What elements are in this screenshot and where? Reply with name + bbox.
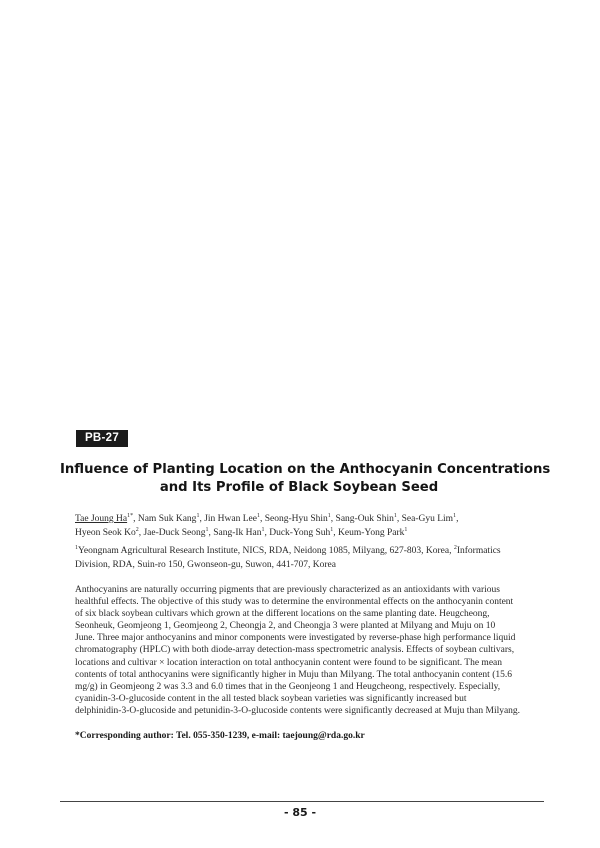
author-name: Sang-Ouk Shin: [335, 514, 394, 524]
abstract-line: locations and cultivar × location interaction on total anthocyanin content were found to be significant. The mean: [75, 657, 503, 668]
corresponding-author: *Corresponding author: Tel. 055-350-1239, e-mail: taejoung@rda.go.kr: [75, 731, 365, 741]
affiliations: [75, 545, 535, 572]
title-line-2: and Its Profile of Black Soybean Seed: [159, 480, 439, 495]
author-line-2: Hyeon Seok Ko$^2$, Jae-Duck Seong$^1$, Sang-Ik Han$^1$, Duck-Yong Suh$^1$, Keum-Yong Park$^1$: [75, 527, 408, 538]
author-sup: 1*: [127, 513, 134, 519]
author-sup: 1: [196, 513, 200, 519]
page-number: - 85 -: [283, 806, 317, 819]
author-name: Nam Suk Kang: [137, 514, 197, 524]
author-line-1: Tae Joung $Ha^{1*}$, Nam Suk Kang$^1$, Jin Hwan Lee$^1$, Seong-Hyu Shin$^1$, Sang-Ouk Shin$^1$, Sea-Gyu Lim$^1$,: [75, 513, 459, 524]
affiliation-text: Informatics: [456, 546, 501, 556]
author-name: Jae-Duck Seong: [143, 528, 206, 538]
abstract-line: of six black soybean cultivars which grown at the different locations on the same planting date. Heugcheong,: [75, 609, 490, 620]
author-sup: 1: [256, 513, 260, 519]
author-list: [75, 512, 535, 540]
abstract-line: June. Three major anthocyanins and minor components were investigated by reverse-phase high performance liquid: [75, 633, 516, 644]
footer-divider: [60, 801, 544, 802]
abstract-line: contents of total anthocyanins were significantly higher in Muju than Milyang. The total anthocyanin content (15.6: [75, 669, 512, 680]
author-name: Duck-Yong Suh: [269, 528, 331, 538]
affiliation-text: Yeongnam Agricultural Research Institute, NICS, RDA, Neidong 1085, Milyang, 627-803, Korea,: [78, 546, 452, 556]
abstract: [75, 584, 535, 717]
affiliation-line-1: [75, 545, 535, 559]
affiliation-sup: 1: [75, 545, 78, 551]
author-name: Sea-Gyu Lim: [401, 514, 454, 524]
author-sup: 1: [404, 527, 408, 533]
abstract-line: Seonheuk, Geomjeong 1, Geomjeong 2, Cheongja 2, and Cheongja 3 were planted at Milyang and Muju on 10: [75, 621, 496, 632]
abstract-line: healthful effects. The objective of this study was to determine the environmental effects on the anthocyanin content: [75, 597, 514, 608]
author-sup: 1: [261, 527, 265, 533]
author-name: Hyeon Seok Ko: [75, 528, 136, 538]
author-sup: 2: [135, 527, 139, 533]
affiliation-line-2: Division, RDA, Suin-ro 150, Gwonseon-gu, Suwon, 441-707, Korea: [75, 559, 336, 570]
paper-title: [60, 461, 551, 497]
abstract-line: cyanidin-3-O-glucoside content in the all tested black soybean varieties was significantly increased but: [75, 693, 467, 704]
author-sup: 1: [393, 513, 397, 519]
abstract-line: delphinidin-3-O-glucoside and petunidin-3-O-glucoside contents were significantly decreased at Muju than Milyang.: [75, 705, 521, 716]
abstract-line: chromatography (HPLC) with both diode-array detection-mass spectrometric analysis. Effects of soybean cultivars,: [75, 645, 515, 656]
author-sup: 1: [205, 527, 209, 533]
author-sup: 1: [327, 513, 331, 519]
author-name: Tae Joung Ha: [75, 514, 128, 524]
title-line-1: Influence of Planting Location on the Anthocyanin Concentrations: [60, 462, 551, 477]
author-name: Jin Hwan Lee: [204, 514, 257, 524]
author-name: Seong-Hyu Shin: [264, 514, 328, 524]
author-sup: 1: [453, 513, 457, 519]
author-name: Keum-Yong Park: [338, 528, 405, 538]
affiliation-sup: 2: [453, 545, 457, 551]
abstract-line: mg/g) in Geomjeong 2 was 3.3 and 6.0 times that in the Geonjeong 1 and Heugcheong, respectively. Especially,: [75, 681, 501, 692]
author-name: Sang-Ik Han: [213, 528, 262, 538]
section-badge: PB-27: [76, 430, 128, 447]
author-sup: 1: [330, 527, 334, 533]
abstract-line: Anthocyanins are naturally occurring pigments that are previously characterized as an antioxidants with various: [75, 585, 500, 595]
